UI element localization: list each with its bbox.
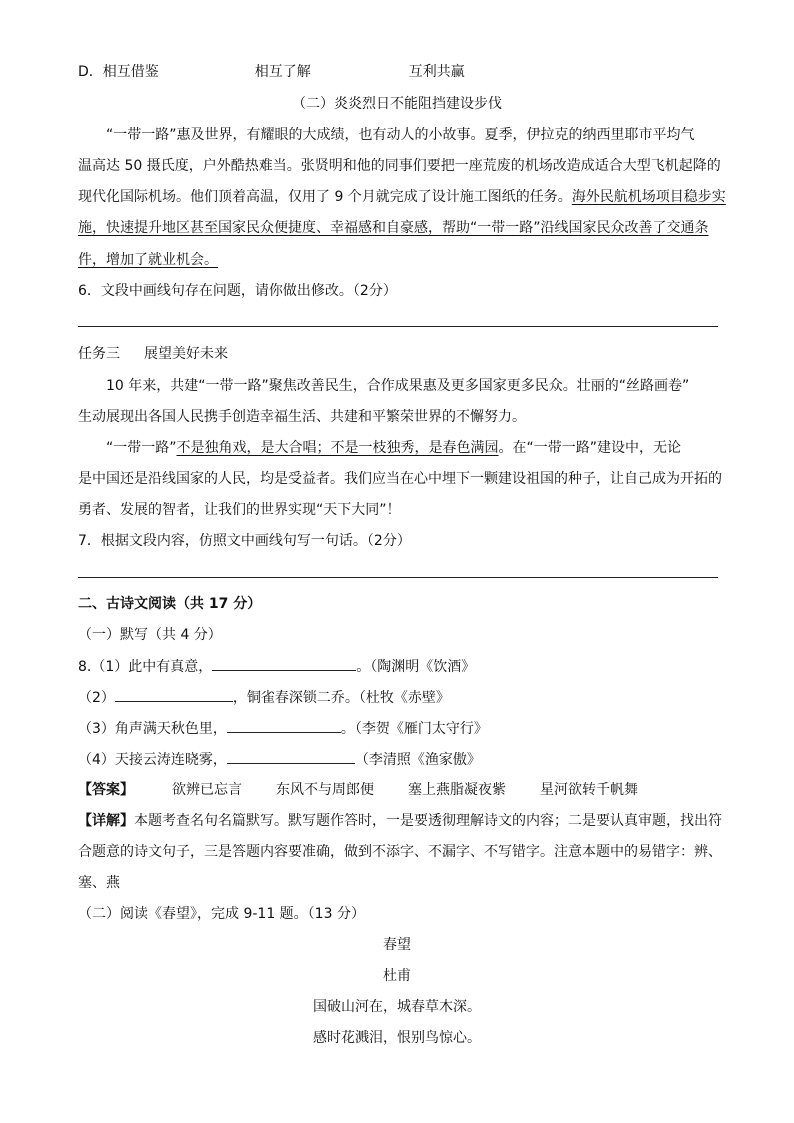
q8-2-suffix: ，铜雀春深锁二乔。（杜牧《赤壁》 xyxy=(232,690,450,706)
poem-title: 春望 xyxy=(383,937,411,953)
poem-line2: 感时花溅泪，恨别鸟惊心。 xyxy=(313,1030,481,1046)
para1-line2: 温高达 50 摄氏度，户外酷热难当。张贤明和他的同事们要把一座荒废的机场改造成适合大型飞机起降的 xyxy=(78,158,721,174)
q8-1-blank[interactable] xyxy=(212,656,356,671)
detail-text1: 本题考查名句名篇默写。默写题作答时，一是要透彻理解诗文的内容；二是要认真审题，找出符 xyxy=(134,813,722,829)
detail-label: 【详解】 xyxy=(78,813,134,829)
section-title: （二）炎炎烈日不能阻挡建设步伐 xyxy=(292,96,502,112)
question-6: 6．文段中画线句存在问题，请你做出修改。（2分） xyxy=(78,283,397,299)
para1-line3 xyxy=(78,187,726,207)
q8-item1 xyxy=(78,656,475,677)
para1-line3-text: 现代化国际机场。他们顶着高温，仅用了 9 个月就完成了设计施工图纸的任务。 xyxy=(78,189,572,205)
para3-line1 xyxy=(106,438,681,458)
answer-line-6[interactable] xyxy=(78,326,718,327)
sub1-title: （一）默写（共 4 分） xyxy=(78,627,222,643)
option-d-second: 相互了解 xyxy=(254,64,311,80)
q8-4-prefix: （4）天接云涛连晓雾， xyxy=(78,752,227,768)
q8-3-suffix: 。（李贺《雁门太守行》 xyxy=(340,721,488,737)
q8-1-prefix: 8.（1）此中有真意， xyxy=(78,659,213,675)
q8-item3 xyxy=(78,718,488,739)
answer-row xyxy=(78,780,638,800)
q8-item4 xyxy=(78,749,481,770)
option-d-third: 互利共赢 xyxy=(408,64,465,80)
task3-label: 任务三 xyxy=(78,346,120,362)
poem-author: 杜甫 xyxy=(383,968,411,984)
poem-line1: 国破山河在，城春草木深。 xyxy=(313,999,481,1015)
answer-3: 塞上燕脂凝夜紫 xyxy=(408,782,506,798)
answer-4: 星河欲转千帆舞 xyxy=(540,782,638,798)
option-d xyxy=(78,62,465,82)
part2-title: 二、古诗文阅读（共 17 分） xyxy=(78,596,262,612)
question-7: 7．根据文段内容，仿照文中画线句写一句话。（2分） xyxy=(78,533,411,549)
underlined-sentence-end: 件，增加了就业机会。 xyxy=(78,252,218,268)
q8-1-suffix: 。（陶渊明《饮酒》 xyxy=(356,659,476,675)
para3-underlined: 不是独角戏，是大合唱；不是一枝独秀，是春色满园 xyxy=(176,440,499,456)
para2-line2: 生动展现出各国人民携手创造幸福生活、共建和平繁荣世界的不懈努力。 xyxy=(78,409,526,425)
para3-line3: 勇者、发展的智者，让我们的世界实现“天下大同”！ xyxy=(78,502,401,518)
option-d-label: D．相互借鉴 xyxy=(78,64,159,80)
underlined-sentence-middle: 施，快速提升地区甚至国家民众便捷度、幸福感和自豪感，帮助“一带一路”沿线国家民众改善了交通条 xyxy=(78,220,709,236)
answer-label: 【答案】 xyxy=(78,782,134,798)
detail-line1 xyxy=(78,811,722,831)
task3-heading xyxy=(78,344,228,364)
para1-line1: “一带一路”惠及世界，有耀眼的大成绩，也有动人的小故事。夏季，伊拉克的纳西里耶市平均气 xyxy=(106,127,695,143)
detail-line3: 塞、燕 xyxy=(78,875,120,891)
task3-title: 展望美好未来 xyxy=(144,346,228,362)
answer-1: 欲辨已忘言 xyxy=(172,782,242,798)
answer-2: 东风不与周郎便 xyxy=(276,782,374,798)
para3-line2: 是中国还是沿线国家的人民，均是受益者。我们应当在心中埋下一颗建设祖国的种子，让自己成为开拓的 xyxy=(78,471,722,487)
q8-3-blank[interactable] xyxy=(227,718,341,733)
para3-line1-a: “一带一路” xyxy=(106,440,177,456)
q8-2-prefix: （2） xyxy=(78,690,115,706)
q8-4-blank[interactable] xyxy=(227,749,355,764)
answer-line-7[interactable] xyxy=(78,577,718,578)
para3-line1-b: 。在“一带一路”建设中，无论 xyxy=(498,440,682,456)
q8-3-prefix: （3）角声满天秋色里， xyxy=(78,721,227,737)
q8-4-suffix: （李清照《渔家傲》 xyxy=(354,752,481,768)
sub2-title: （二）阅读《春望》，完成 9-11 题。（13 分） xyxy=(78,906,365,922)
para2-line1: 10 年来，共建“一带一路”聚焦改善民生，合作成果惠及更多国家更多民众。壮丽的“丝路画卷” xyxy=(106,378,690,394)
q8-item2 xyxy=(78,687,450,708)
underlined-sentence-start: 海外民航机场项目稳步实 xyxy=(571,189,726,205)
q8-2-blank[interactable] xyxy=(115,687,233,702)
detail-line2: 合题意的诗文句子，三是答题内容要准确，做到不添字、不漏字、不写错字。注意本题中的易错字：辨、 xyxy=(78,844,722,860)
